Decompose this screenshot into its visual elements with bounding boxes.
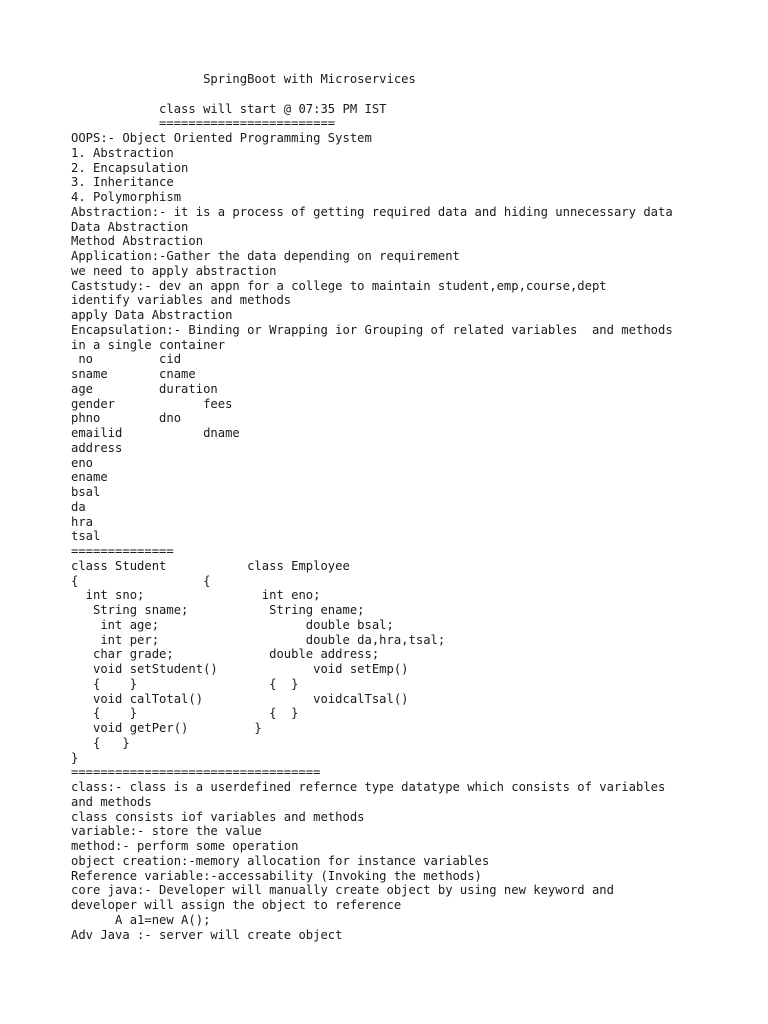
text-line: apply Data Abstraction [71,308,233,322]
text-line: int per; double da,hra,tsal; [71,632,446,647]
text-line: void setStudent() void setEmp() [71,662,409,676]
text-line: 1. Abstraction [71,145,174,160]
text-line: ================================== [71,765,321,780]
text-line: sname cname [71,367,196,381]
text-line: class:- class is a userdefined refernce type datatype which consists of variables [71,780,666,794]
text-line: String sname; String ename; [71,603,365,617]
text-line: 2. Encapsulation [71,160,189,175]
text-line: ============== [71,544,174,558]
text-line: age duration [71,381,218,396]
text-line: Encapsulation:- Binding or Wrapping ior Grouping of related variables and methods [71,322,673,337]
text-line: OOPS:- Object Oriented Programming System [71,131,372,145]
document-body [71,72,751,942]
text-line: Data Abstraction [71,219,189,234]
text-line: ename [71,470,108,485]
text-line: { } { } [71,676,299,691]
text-line: ======================== [71,116,336,131]
text-line: class Student class Employee [71,558,350,573]
text-line: gender fees [71,396,233,411]
text-line: address [71,440,123,455]
text-line: core java:- Developer will manually create object by using new keyword and [71,883,614,898]
text-line: class will start @ 07:35 PM IST [71,101,387,116]
text-line: SpringBoot with Microservices [71,72,416,86]
text-line: Abstraction:- it is a process of getting required data and hiding unnecessary data [71,204,673,219]
text-line: Reference variable:-accessability (Invoking the methods) [71,868,482,883]
text-line: phno dno [71,411,182,426]
text-line: 3. Inheritance [71,175,174,190]
text-line: 4. Polymorphism [71,190,182,204]
text-line: void calTotal() voidcalTsal() [71,691,409,706]
text-line: class consists iof variables and methods [71,809,365,824]
text-line: developer will assign the object to reference [71,898,402,912]
text-line: int sno; int eno; [71,588,321,603]
text-line: Caststudy:- dev an appn for a college to maintain student,emp,course,dept [71,278,607,293]
text-line: emailid dname [71,426,240,440]
text-line: char grade; double address; [71,647,380,662]
text-line: } [71,750,79,765]
text-line: bsal [71,485,101,499]
text-line: Application:-Gather the data depending on requirement [71,249,460,263]
text-line: tsal [71,529,101,544]
text-line: eno [71,455,94,470]
text-line: hra [71,514,94,529]
text-line: Method Abstraction [71,234,204,249]
text-line: int age; double bsal; [71,617,394,632]
text-line: void getPer() } [71,721,262,735]
text-line: { { [71,573,211,588]
text-line: in a single container [71,337,226,352]
text-line: A a1=new A(); [71,912,211,927]
text-line: object creation:-memory allocation for instance variables [71,853,490,868]
text-line: method:- perform some operation [71,839,299,853]
text-line: and methods [71,794,152,809]
text-line: no cid [71,352,182,367]
text-line: { } { } [71,706,299,721]
text-line: variable:- store the value [71,824,262,839]
text-line: da [71,499,86,514]
text-line: { } [71,735,130,750]
text-line: Adv Java :- server will create object [71,927,343,942]
text-line: identify variables and methods [71,293,292,308]
text-line [71,87,751,102]
text-line: we need to apply abstraction [71,263,277,278]
